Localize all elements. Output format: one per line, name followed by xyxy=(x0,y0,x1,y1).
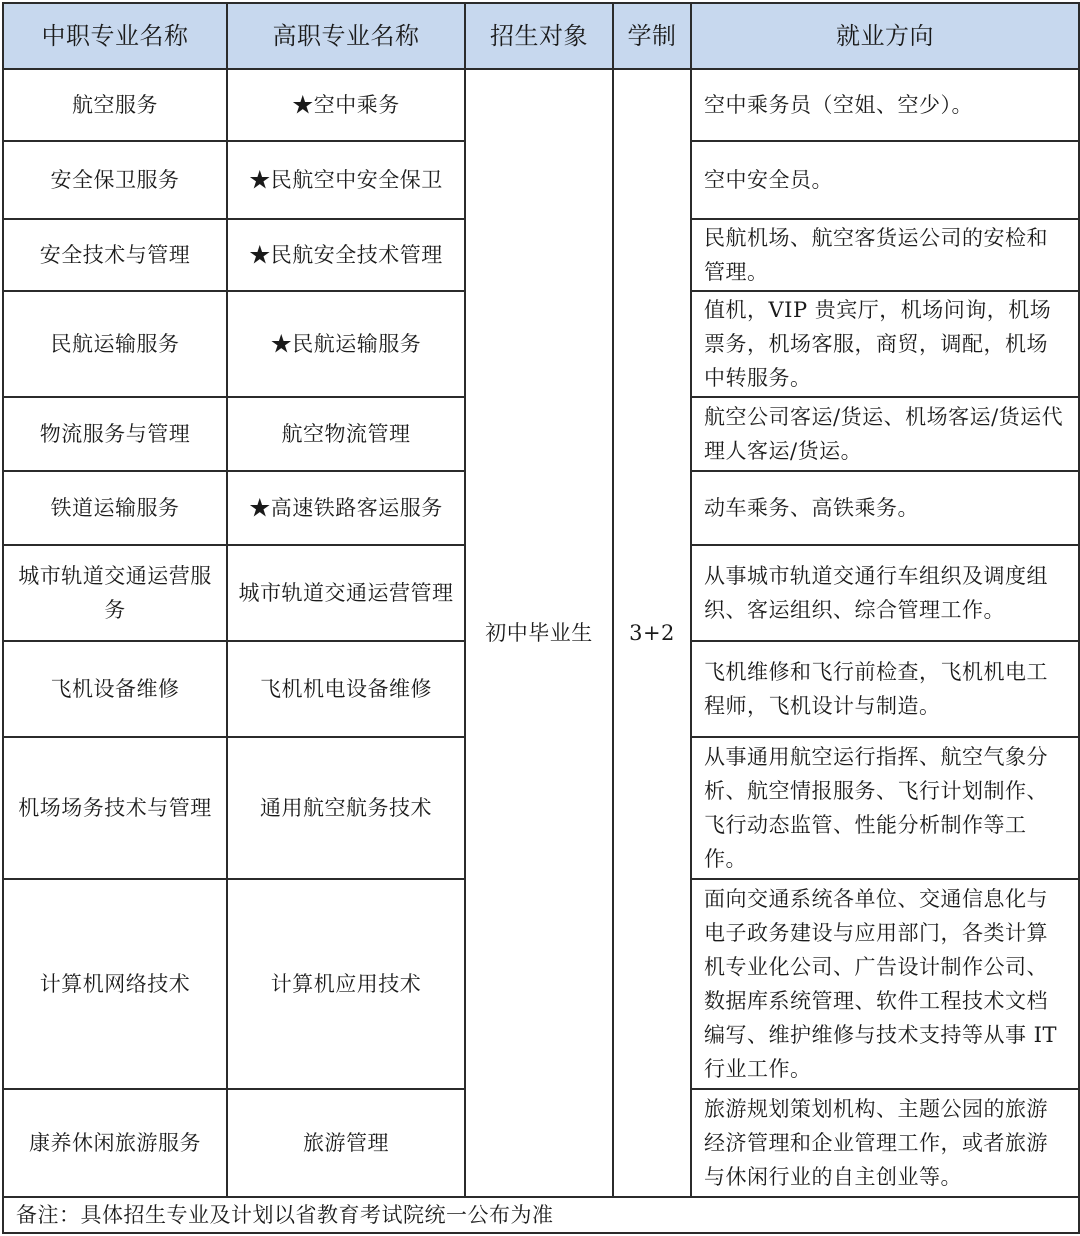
table-row xyxy=(3,69,1079,141)
gaozhi-cell: 城市轨道交通运营管理 xyxy=(227,545,465,641)
header-target: 招生对象 xyxy=(465,3,613,69)
employment-cell: 面向交通系统各单位、交通信息化与电子政务建设与应用部门，各类计算机专业化公司、广告设计制作公司、数据库系统管理、软件工程技术文档编写、维护维修与技术支持等从事 IT 行业工作。 xyxy=(691,879,1079,1089)
header-employment: 就业方向 xyxy=(691,3,1079,69)
zhongzhi-cell: 航空服务 xyxy=(3,69,227,141)
zhongzhi-cell: 康养休闲旅游服务 xyxy=(3,1089,227,1197)
employment-cell: 飞机维修和飞行前检查，飞机机电工程师，飞机设计与制造。 xyxy=(691,641,1079,737)
gaozhi-cell: ★民航安全技术管理 xyxy=(227,219,465,291)
employment-cell: 从事城市轨道交通行车组织及调度组织、客运组织、综合管理工作。 xyxy=(691,545,1079,641)
employment-cell: 旅游规划策划机构、主题公园的旅游经济管理和企业管理工作，或者旅游与休闲行业的自主创业等。 xyxy=(691,1089,1079,1197)
gaozhi-cell: 通用航空航务技术 xyxy=(227,737,465,879)
zhongzhi-cell: 安全保卫服务 xyxy=(3,141,227,219)
zhongzhi-cell: 飞机设备维修 xyxy=(3,641,227,737)
employment-cell: 航空公司客运/货运、机场客运/货运代理人客运/货运。 xyxy=(691,397,1079,471)
employment-cell: 民航机场、航空客货运公司的安检和管理。 xyxy=(691,219,1079,291)
duration-cell: 3+2 xyxy=(613,69,691,1197)
zhongzhi-cell: 计算机网络技术 xyxy=(3,879,227,1089)
gaozhi-cell: ★民航空中安全保卫 xyxy=(227,141,465,219)
zhongzhi-cell: 民航运输服务 xyxy=(3,291,227,397)
gaozhi-cell: 航空物流管理 xyxy=(227,397,465,471)
zhongzhi-cell: 机场场务技术与管理 xyxy=(3,737,227,879)
zhongzhi-cell: 安全技术与管理 xyxy=(3,219,227,291)
zhongzhi-cell: 城市轨道交通运营服务 xyxy=(3,545,227,641)
program-table xyxy=(2,2,1080,1234)
zhongzhi-cell: 物流服务与管理 xyxy=(3,397,227,471)
gaozhi-cell: ★空中乘务 xyxy=(227,69,465,141)
table-header-row xyxy=(3,3,1079,69)
header-gaozhi: 高职专业名称 xyxy=(227,3,465,69)
zhongzhi-cell: 铁道运输服务 xyxy=(3,471,227,545)
employment-cell: 动车乘务、高铁乘务。 xyxy=(691,471,1079,545)
employment-cell: 空中乘务员（空姐、空少）。 xyxy=(691,69,1079,141)
gaozhi-cell: ★民航运输服务 xyxy=(227,291,465,397)
target-cell: 初中毕业生 xyxy=(465,69,613,1197)
gaozhi-cell: 计算机应用技术 xyxy=(227,879,465,1089)
gaozhi-cell: ★高速铁路客运服务 xyxy=(227,471,465,545)
header-duration: 学制 xyxy=(613,3,691,69)
note-row xyxy=(3,1197,1079,1233)
employment-cell: 从事通用航空运行指挥、航空气象分析、航空情报服务、飞行计划制作、飞行动态监管、性能分析制作等工作。 xyxy=(691,737,1079,879)
employment-cell: 值机，VIP 贵宾厅，机场问询，机场票务，机场客服，商贸，调配，机场中转服务。 xyxy=(691,291,1079,397)
table-note: 备注：具体招生专业及计划以省教育考试院统一公布为准 xyxy=(3,1197,1079,1233)
employment-cell: 空中安全员。 xyxy=(691,141,1079,219)
gaozhi-cell: 旅游管理 xyxy=(227,1089,465,1197)
header-zhongzhi: 中职专业名称 xyxy=(3,3,227,69)
gaozhi-cell: 飞机机电设备维修 xyxy=(227,641,465,737)
